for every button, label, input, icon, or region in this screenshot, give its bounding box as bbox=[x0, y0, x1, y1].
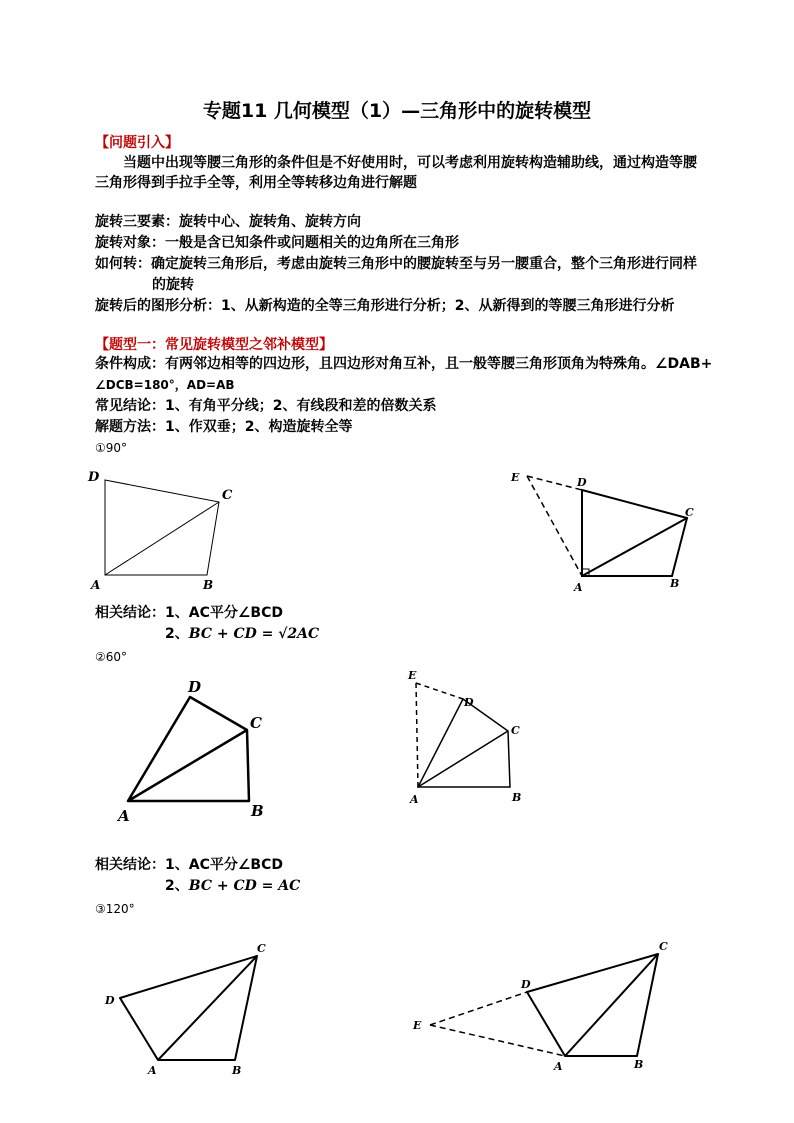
label-E: E bbox=[511, 471, 520, 484]
quad-ABCD bbox=[105, 480, 219, 575]
label-A: A bbox=[91, 578, 101, 592]
intro-para-2: 三角形得到手拉手全等，利用全等转移边角进行解题 bbox=[95, 175, 417, 191]
label-C: C bbox=[511, 724, 520, 737]
quad-ABCD-60 bbox=[128, 697, 249, 801]
diagonal-AC-120-rotated bbox=[565, 954, 658, 1056]
label-D: D bbox=[88, 470, 100, 485]
label-A: A bbox=[148, 1064, 157, 1077]
label-E: E bbox=[413, 1019, 422, 1032]
label-C: C bbox=[222, 488, 233, 503]
dashed-EA bbox=[527, 476, 582, 576]
label-C: C bbox=[685, 506, 694, 519]
label-D: D bbox=[577, 476, 587, 489]
label-D: D bbox=[188, 678, 202, 696]
case-90-label: ①90° bbox=[95, 441, 128, 455]
intro-heading: 【问题引入】 bbox=[95, 135, 179, 151]
figure-120-rotated bbox=[405, 935, 685, 1075]
label-B: B bbox=[251, 802, 264, 820]
quad-ABCD-60-rotated bbox=[418, 699, 510, 787]
dashed-ED-120 bbox=[430, 992, 527, 1025]
case-60-label: ②60° bbox=[95, 650, 128, 664]
rotation-object: 旋转对象：一般是含已知条件或问题相关的边角所在三角形 bbox=[95, 235, 459, 251]
diagonal-AC bbox=[105, 502, 219, 575]
case-90-related-1: 相关结论：1、AC平分∠BCD bbox=[95, 605, 283, 621]
label-B: B bbox=[670, 577, 680, 590]
intro-para-1: 当题中出现等腰三角形的条件但是不好使用时，可以考虑利用旋转构造辅助线，通过构造等腰 bbox=[123, 155, 697, 171]
case-90-related-2: 2、BC + CD = √2AC bbox=[165, 626, 320, 642]
label-D: D bbox=[464, 696, 474, 709]
figure-60-rotated bbox=[400, 665, 540, 810]
type1-condition-2: ∠DCB=180°，AD=AB bbox=[95, 378, 235, 392]
label-B: B bbox=[203, 578, 214, 592]
rotation-three-elements: 旋转三要素：旋转中心、旋转角、旋转方向 bbox=[95, 214, 361, 230]
type1-heading: 【题型一：常见旋转模型之邻补模型】 bbox=[95, 337, 333, 353]
diagonal-AC-60 bbox=[128, 730, 247, 801]
label-D: D bbox=[521, 978, 531, 991]
dashed-ED-60 bbox=[416, 683, 463, 699]
figure-90-quad bbox=[85, 462, 245, 597]
label-C: C bbox=[659, 940, 668, 953]
label-B: B bbox=[512, 791, 522, 804]
post-rotation-analysis: 旋转后的图形分析：1、从新构造的全等三角形进行分析；2、从新得到的等腰三角形进行分析 bbox=[95, 298, 675, 314]
quad-ABCD-120 bbox=[120, 956, 257, 1060]
label-D: D bbox=[105, 994, 115, 1007]
case-60-related-1: 相关结论：1、AC平分∠BCD bbox=[95, 857, 283, 873]
case-120-label: ③120° bbox=[95, 902, 135, 916]
label-B: B bbox=[634, 1058, 644, 1071]
dashed-EA-60 bbox=[416, 683, 418, 787]
dashed-EA-120 bbox=[430, 1025, 565, 1056]
label-A: A bbox=[410, 793, 419, 806]
diagonal-AC-rotated bbox=[582, 518, 687, 576]
quad-ABCD-rotated bbox=[582, 490, 687, 576]
dashed-ED bbox=[527, 476, 582, 490]
quad-ABCD-120-rotated bbox=[527, 954, 658, 1056]
figure-60-quad bbox=[110, 675, 280, 825]
how-to-rotate: 如何转：确定旋转三角形后，考虑由旋转三角形中的腰旋转至与另一腰重合，整个三角形进行同样 bbox=[95, 256, 697, 272]
type1-conclusion: 常见结论：1、有角平分线；2、有线段和差的倍数关系 bbox=[95, 398, 437, 414]
label-A: A bbox=[118, 807, 130, 825]
page-title: 专题11 几何模型（1）—三角形中的旋转模型 bbox=[202, 100, 592, 122]
label-E: E bbox=[408, 669, 417, 682]
how-to-rotate-cont: 的旋转 bbox=[152, 277, 194, 293]
type1-condition-1: 条件构成：有两邻边相等的四边形，且四边形对角互补，且一般等腰三角形顶角为特殊角。∠DAB+ bbox=[95, 356, 713, 372]
label-C: C bbox=[257, 942, 266, 955]
label-B: B bbox=[232, 1064, 242, 1077]
case-60-related-2: 2、BC + CD = AC bbox=[165, 878, 301, 894]
type1-method: 解题方法：1、作双垂；2、构造旋转全等 bbox=[95, 419, 353, 435]
label-A: A bbox=[554, 1060, 563, 1073]
figure-90-rotated bbox=[505, 466, 705, 596]
figure-120-quad bbox=[100, 940, 280, 1080]
label-C: C bbox=[250, 714, 262, 732]
label-A: A bbox=[574, 581, 583, 594]
